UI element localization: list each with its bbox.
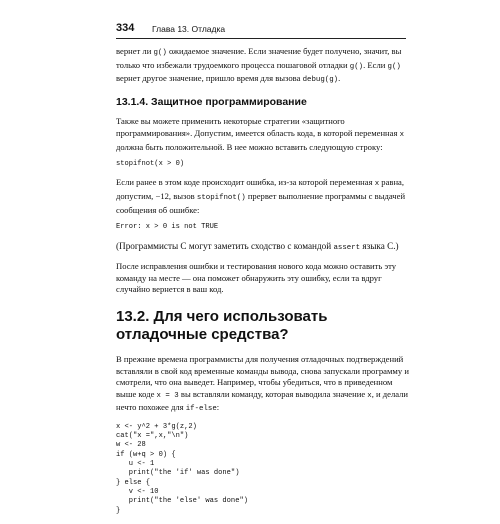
chapter-heading: 13.2. Для чего использовать отладочные средства? bbox=[116, 307, 328, 343]
text-run: языка С.) bbox=[360, 240, 399, 251]
text-run: (Программисты С могут заметить сходство с командой bbox=[116, 240, 334, 251]
text-run: должна быть положительной. В нее можно вставить следующую строку: bbox=[116, 141, 383, 152]
paragraph-1 bbox=[116, 46, 410, 87]
code-block-3: x <- y^2 + 3*g(z,2) cat("x =",x,"\n") w <- 28 if (w+q > 0) { u <- 1 print("the 'if' was done") } else { v <- 10 print("the 'else' was done") } bbox=[116, 422, 248, 515]
text-run: В прежние времена программисты для получения отладочных подтверждений вставляли в свой код временные команды вывода, снова запускали программу и смотрели, что она выведет. Например, чтобы убедиться, что в приведенном выше коде bbox=[116, 353, 409, 399]
inline-code: x bbox=[374, 180, 380, 189]
text-run: вернет ли bbox=[116, 46, 154, 56]
text-run: , и делали нечто похожее для bbox=[116, 388, 409, 413]
chapter-title: Глава 13. Отладка bbox=[152, 24, 226, 34]
paragraph-5: После исправления ошибки и тестирования нового кода можно оставить эту команду на месте — она поможет обнаружить эту ошибку, если та вдруг случайно вернется в ваш код. bbox=[116, 261, 397, 295]
text-run: . Если bbox=[363, 59, 388, 70]
text-run: . bbox=[338, 73, 341, 84]
text-run: ожидаемое значение. Если значение будет получено, значит, вы только что избежали трудоемкого процесса пошаговой отладки bbox=[116, 46, 402, 70]
text-run: вы вставляли команду, которая выводила значение bbox=[178, 388, 368, 399]
inline-code: x bbox=[399, 130, 405, 139]
text-run: вернет другое значение, пришло время для вызова bbox=[116, 73, 303, 84]
inline-code: stopifnot() bbox=[196, 194, 246, 203]
text-run: прервет выполнение программы с выдачей сообщения об ошибке: bbox=[116, 191, 406, 215]
inline-code: assert bbox=[333, 243, 361, 252]
paragraph-6 bbox=[116, 354, 410, 416]
running-header bbox=[116, 24, 406, 39]
inline-code: g() bbox=[153, 49, 167, 57]
inline-code: debug(g) bbox=[302, 76, 339, 85]
inline-code: g() bbox=[387, 62, 401, 71]
text-run: : bbox=[216, 402, 220, 413]
inline-code: x = 3 bbox=[156, 391, 179, 400]
inline-code: g() bbox=[349, 62, 364, 71]
text-run: Если ранее в этом коде происходит ошибка, из-за которой переменная bbox=[116, 177, 375, 188]
code-block-1: stopifnot(x > 0) bbox=[116, 160, 185, 169]
page-content bbox=[116, 46, 410, 524]
paragraph-2 bbox=[116, 116, 410, 153]
code-block-2: Error: x > 0 is not TRUE bbox=[116, 223, 219, 232]
page-number: 334 bbox=[116, 22, 135, 34]
section-heading: 13.1.4. Защитное программирование bbox=[116, 95, 307, 108]
paragraph-3 bbox=[116, 177, 410, 216]
inline-code: x bbox=[367, 391, 372, 400]
text-run: равна, допустим, −12, вызов bbox=[116, 177, 405, 202]
text-run: Также вы можете применить некоторые стратегии «защитного программирования». Допустим, имеется область кода, в которой переменная bbox=[116, 116, 400, 138]
inline-code: if-else bbox=[185, 405, 217, 414]
paragraph-4 bbox=[116, 241, 410, 255]
